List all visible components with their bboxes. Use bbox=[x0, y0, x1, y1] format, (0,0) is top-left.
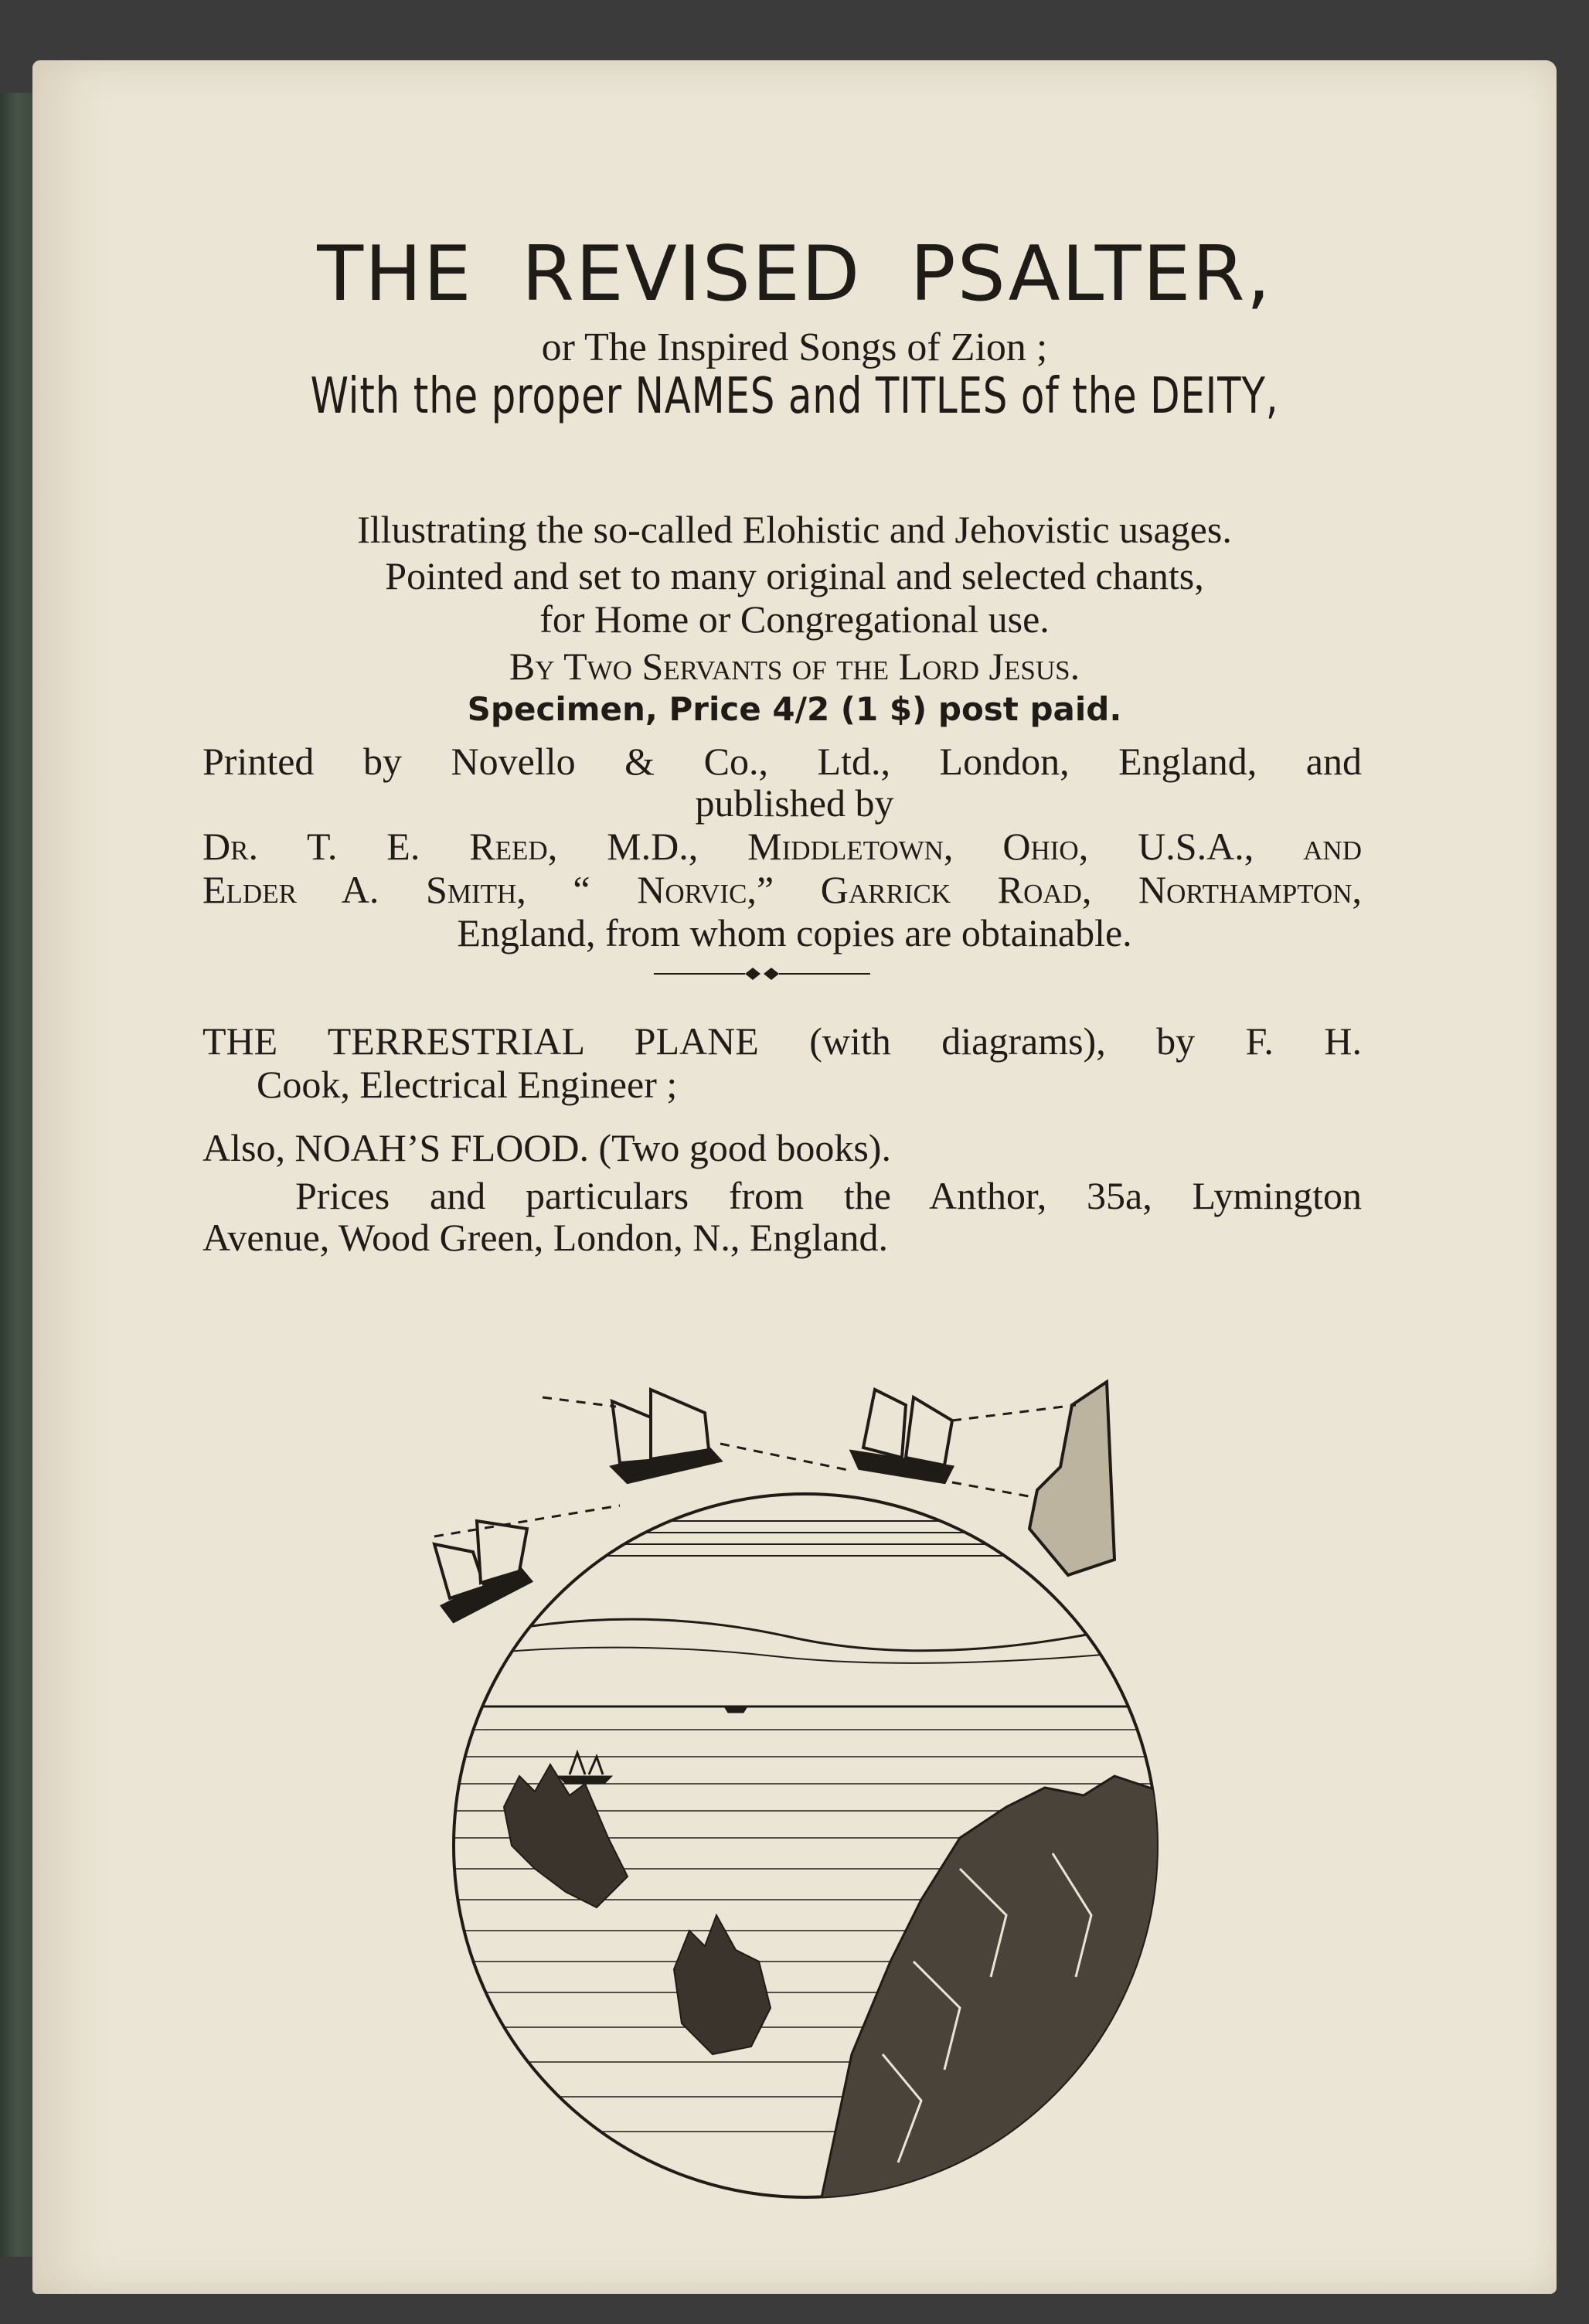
psalter-authors: By Two Servants of the Lord Jesus. bbox=[509, 645, 1080, 688]
advert-terrestrial-plane: THE TERRESTRIAL PLANE (with diagrams), by F. H. bbox=[202, 1019, 1362, 1063]
book-page bbox=[32, 60, 1557, 2294]
psalter-published-by: published by bbox=[695, 781, 894, 825]
psalter-pointed-line: Pointed and set to many original and selected chants, bbox=[385, 554, 1204, 597]
psalter-price: Specimen, Price 4/2 (1 $) post paid. bbox=[467, 690, 1122, 728]
psalter-home-line: for Home or Congregational use. bbox=[539, 597, 1050, 641]
advert-author: Cook, Electrical Engineer ; bbox=[257, 1063, 678, 1106]
publisher-obtainable: England, from whom copies are obtainable. bbox=[457, 911, 1132, 954]
psalter-printed-line: Printed by Novello & Co., Ltd., London, England, and bbox=[202, 740, 1362, 783]
psalter-illustrating-line: Illustrating the so-called Elohistic and Jehovistic usages. bbox=[357, 508, 1232, 551]
publisher-smith: Elder A. Smith, “ Norvic,” Garrick Road, Northampton, bbox=[202, 868, 1362, 911]
ornament-divider bbox=[654, 958, 870, 989]
psalter-names-line: With the proper NAMES and TITLES of the DEITY, bbox=[310, 368, 1279, 425]
globe-ships-illustration bbox=[419, 1374, 1192, 2217]
advert-prices: Prices and particulars from the Anthor, 35a, Lymington bbox=[295, 1174, 1362, 1217]
advert-noahs-flood: Also, NOAH’S FLOOD. (Two good books). bbox=[202, 1126, 891, 1169]
advert-address: Avenue, Wood Green, London, N., England. bbox=[202, 1216, 888, 1259]
publisher-reed: Dr. T. E. Reed, M.D., Middletown, Ohio, U.S.A., and bbox=[202, 825, 1362, 868]
psalter-title: THE REVISED PSALTER, bbox=[317, 230, 1272, 318]
psalter-subtitle: or The Inspired Songs of Zion ; bbox=[541, 325, 1048, 369]
